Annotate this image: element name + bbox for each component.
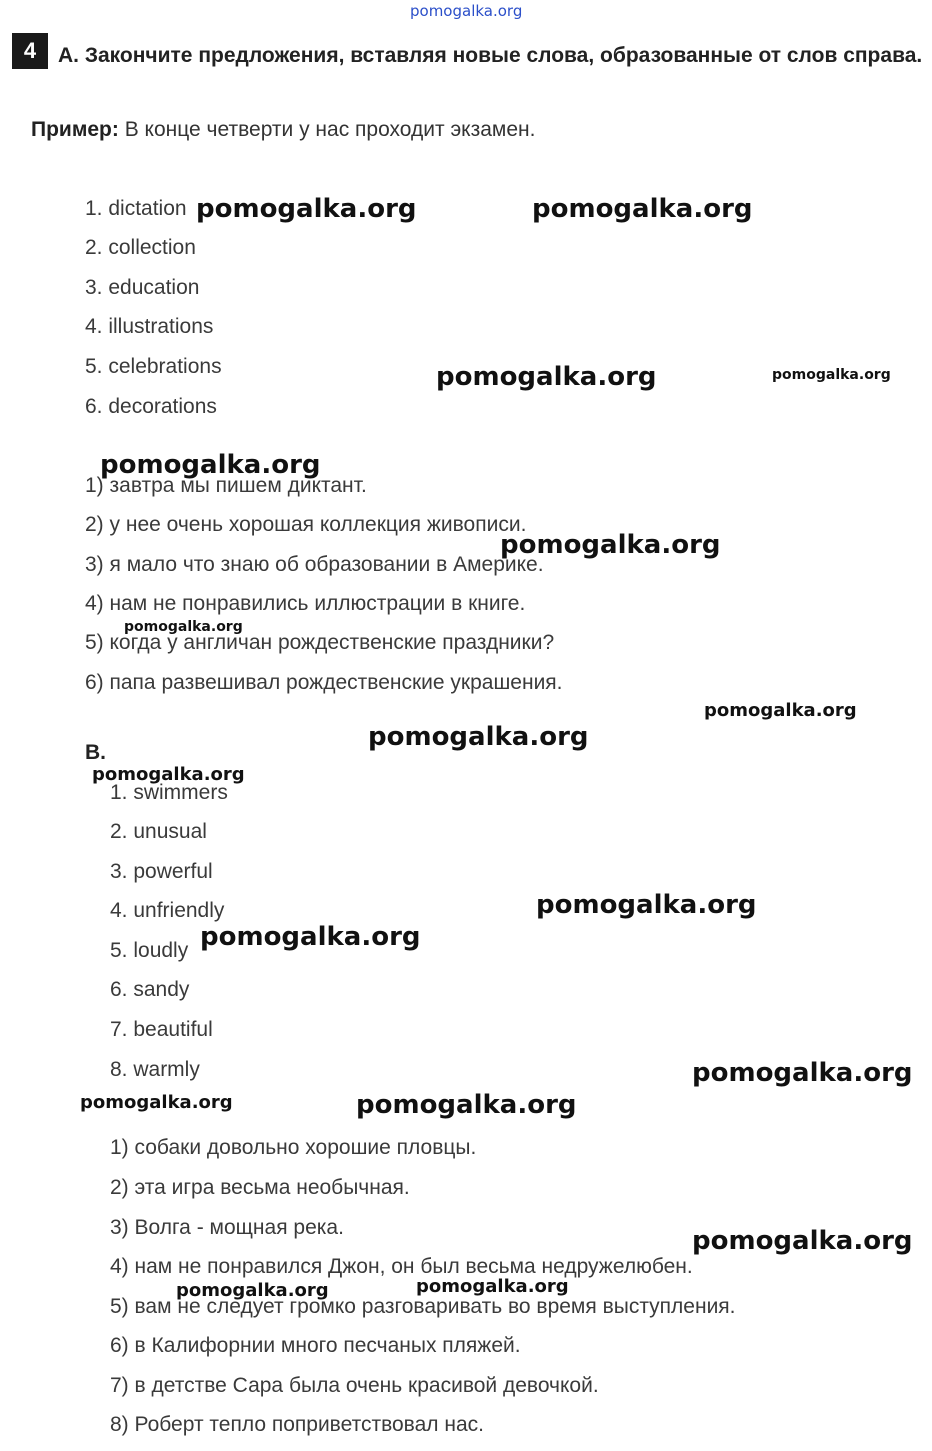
part-b-word: 3. powerful [110, 860, 213, 883]
watermark: pomogalka.org [356, 1090, 577, 1120]
watermark: pomogalka.org [704, 700, 857, 721]
watermark: pomogalka.org [200, 922, 421, 952]
watermark: pomogalka.org [80, 1092, 233, 1113]
watermark: pomogalka.org [500, 530, 721, 560]
part-b-sentence: 7) в детстве Сара была очень красивой девочкой. [110, 1374, 599, 1397]
watermark: pomogalka.org [532, 194, 753, 224]
part-b-word: 1. swimmers [110, 781, 228, 804]
part-a-word: 3. education [85, 276, 200, 299]
example-label: Пример: [31, 118, 119, 141]
part-a-sentence: 3) я мало что знаю об образовании в Америке. [85, 553, 544, 576]
part-a-sentence: 2) у нее очень хорошая коллекция живописи. [85, 513, 527, 536]
part-b-sentence: 4) нам не понравился Джон, он был весьма недружелюбен. [110, 1255, 693, 1278]
part-a-word: 1. dictation [85, 197, 187, 220]
watermark: pomogalka.org [100, 450, 321, 480]
part-a-word: 2. collection [85, 236, 196, 259]
part-a-sentence: 1) завтра мы пишем диктант. [85, 474, 367, 497]
watermark: pomogalka.org [368, 722, 589, 752]
part-b-word: 7. beautiful [110, 1018, 213, 1041]
task-number-badge: 4 [12, 33, 48, 69]
part-b-sentence: 1) собаки довольно хорошие пловцы. [110, 1136, 477, 1159]
watermark: pomogalka.org [436, 362, 657, 392]
watermark: pomogalka.org [416, 1276, 569, 1297]
watermark: pomogalka.org [692, 1226, 913, 1256]
part-a-word: 4. illustrations [85, 315, 214, 338]
part-b-word: 8. warmly [110, 1058, 200, 1081]
watermark: pomogalka.org [692, 1058, 913, 1088]
part-b-word: 4. unfriendly [110, 899, 225, 922]
part-b-sentence: 6) в Калифорнии много песчаных пляжей. [110, 1334, 521, 1357]
watermark: pomogalka.org [196, 194, 417, 224]
part-b-sentence: 5) вам не следует громко разговаривать во время выступления. [110, 1295, 736, 1318]
part-b-sentence: 3) Волга - мощная река. [110, 1216, 344, 1239]
watermark: pomogalka.org [176, 1280, 329, 1301]
watermark: pomogalka.org [92, 764, 245, 785]
site-watermark-top: pomogalka.org [410, 2, 523, 20]
part-b-word: 5. loudly [110, 939, 189, 962]
watermark: pomogalka.org [124, 619, 243, 635]
example-text: В конце четверти у нас проходит экзамен. [118, 118, 536, 141]
part-a-word: 5. celebrations [85, 355, 222, 378]
part-a-sentence: 4) нам не понравились иллюстрации в книге. [85, 592, 526, 615]
part-b-label: B. [85, 741, 106, 764]
part-b-sentence: 8) Роберт тепло поприветствовал нас. [110, 1413, 484, 1436]
part-a-sentence: 6) папа развешивал рождественские украшения. [85, 671, 563, 694]
watermark: pomogalka.org [772, 367, 891, 383]
part-b-sentence: 2) эта игра весьма необычная. [110, 1176, 410, 1199]
part-a-sentence: 5) когда у англичан рождественские праздники? [85, 631, 555, 654]
watermark: pomogalka.org [536, 890, 757, 920]
part-b-word: 2. unusual [110, 820, 207, 843]
part-b-word: 6. sandy [110, 978, 190, 1001]
example-line [31, 118, 535, 142]
part-a-word: 6. decorations [85, 395, 217, 418]
task-title: A. Закончите предложения, вставляя новые слова, образованные от слов справа. [58, 44, 923, 67]
